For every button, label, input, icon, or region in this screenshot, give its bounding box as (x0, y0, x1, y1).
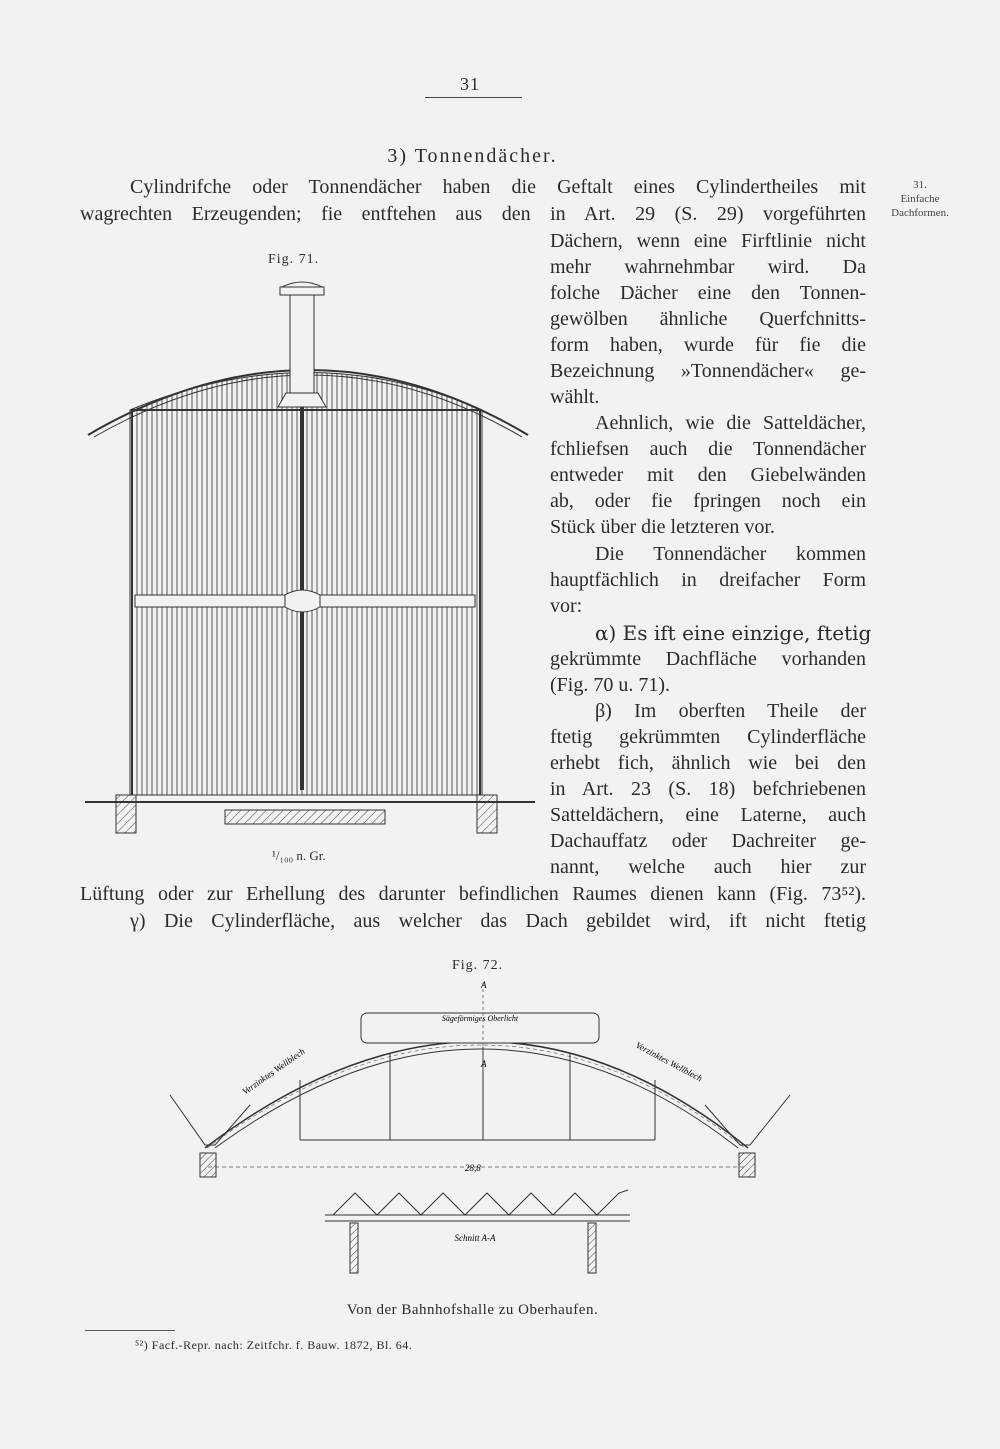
body-line: mehr wahrnehmbar wird. Da (550, 256, 866, 278)
fig71-scale-note: ¹/₁₀₀ n. Gr. (272, 848, 326, 863)
body-line: ftetig gekrümmten Cylinderfläche (550, 726, 866, 748)
body-line: α) Es ift eine einzige, ftetig (595, 621, 872, 645)
body-line: entweder mit den Giebelwänden (550, 464, 866, 486)
page-number: 31 (460, 74, 480, 94)
section-mark-top: A (481, 980, 487, 990)
fig71-label: Fig. 71. (268, 252, 320, 267)
header-rule (425, 97, 522, 98)
fig72-drawing (165, 975, 825, 1290)
body-line: vor: (550, 595, 583, 617)
body-line: gewölben ähnliche Querfchnitts- (550, 308, 866, 330)
body-line: Dächern, wenn eine Firftlinie nicht (550, 230, 866, 252)
fig72-caption: Von der Bahnhofshalle zu Oberhaufen. (346, 1302, 599, 1318)
footnote-rule (85, 1330, 175, 1331)
body-line: in Art. 23 (S. 18) befchriebenen (550, 778, 866, 800)
margin-note-number: 31. (913, 179, 927, 191)
body-line: (Fig. 70 u. 71). (550, 674, 670, 696)
right-sheet-label: Verzinktes Wellblech (634, 1039, 705, 1084)
body-line: γ) Die Cylinderfläche, aus welcher das Dach gebildet wird, ift nicht ftetig (130, 910, 866, 932)
left-sheet-label: Verzinktes Wellblech (240, 1046, 307, 1097)
span-label: 28,8 (465, 1163, 481, 1173)
footnote: ⁵²) Facf.-Repr. nach: Zeitfchr. f. Bauw. 1872, Bl. 64. (135, 1338, 413, 1352)
body-line: hauptfächlich in dreifacher Form (550, 569, 866, 591)
margin-note-line-1: Einfache (900, 193, 940, 205)
body-line: wagrechten Erzeugenden; fie entftehen aus den in Art. 29 (S. 29) vorgeführten (80, 203, 866, 225)
body-line: β) Im oberften Theile der (595, 700, 866, 722)
body-line: wählt. (550, 386, 600, 408)
section-label: Schnitt A-A (454, 1233, 496, 1243)
body-line: Satteldächern, eine Laterne, auch (550, 804, 866, 826)
body-line: Lüftung oder zur Erhellung des darunter befindlichen Raumes dienen kann (Fig. 73⁵²). (80, 883, 866, 905)
body-line: gekrümmte Dachfläche vorhanden (550, 648, 866, 670)
body-line: Dachauffatz oder Dachreiter ge- (550, 830, 866, 852)
body-line: form haben, wurde für fie die (550, 334, 866, 356)
body-line: Bezeichnung »Tonnendächer« ge- (550, 360, 866, 382)
body-line: Aehnlich, wie die Satteldächer, (595, 412, 866, 434)
body-line: Die Tonnendächer kommen (595, 543, 866, 565)
body-line: folche Dächer eine den Tonnen- (550, 282, 866, 304)
body-line: nannt, welche auch hier zur (550, 856, 866, 878)
body-line: ab, oder fie fpringen noch ein (550, 490, 866, 512)
body-line: erhebt fich, ähnlich wie bei den (550, 752, 866, 774)
section-heading: 3) Tonnendächer. (387, 145, 558, 167)
margin-note-line-2: Dachformen. (891, 207, 949, 219)
body-line: fchliefsen auch die Tonnendächer (550, 438, 866, 460)
fig72-label: Fig. 72. (452, 958, 504, 973)
lantern-label: Sägeförmiges Oberlicht (441, 1014, 519, 1023)
margin-note (880, 178, 960, 220)
body-line: Cylindrifche oder Tonnendächer haben die Geftalt eines Cylindertheiles mit (130, 176, 866, 198)
body-line: Stück über die letzteren vor. (550, 516, 775, 538)
fig71-drawing (80, 275, 540, 845)
section-mark-bottom: A (481, 1059, 487, 1069)
